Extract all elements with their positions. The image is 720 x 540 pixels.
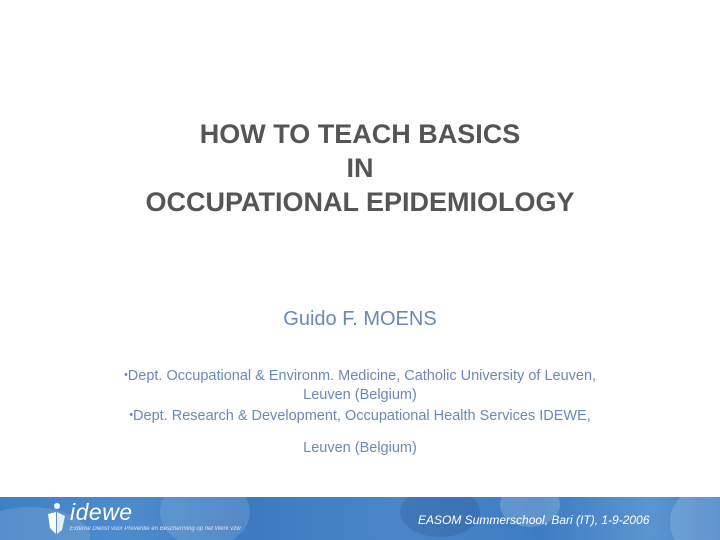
author-name: Guido F. MOENS bbox=[283, 308, 437, 330]
photo-texture bbox=[670, 497, 720, 540]
affiliation-2 bbox=[90, 406, 630, 458]
affiliation-2-line-1: Dept. Research & Development, Occupational Health Services IDEWE, bbox=[133, 408, 591, 424]
title-line-2: IN bbox=[346, 153, 374, 183]
affiliation-1 bbox=[90, 366, 630, 405]
footer-banner bbox=[0, 497, 720, 540]
logo-tagline: Externe Dienst voor Preventie en Bescherming op het Werk vzw bbox=[70, 526, 241, 532]
bullet-icon: • bbox=[129, 409, 134, 421]
affiliation-1-line-1: Dept. Occupational & Environm. Medicine, Catholic University of Leuven, bbox=[127, 368, 597, 384]
logo-wordmark: idewe bbox=[70, 499, 133, 525]
affiliation-1-line-2: Leuven (Belgium) bbox=[303, 387, 417, 403]
affiliation-2-line-2: Leuven (Belgium) bbox=[303, 440, 417, 456]
bullet-icon: • bbox=[123, 369, 128, 381]
event-caption: EASOM Summerschool, Bari (IT), 1-9-2006 bbox=[418, 513, 650, 527]
slide-title bbox=[0, 117, 720, 219]
idewe-logo bbox=[44, 500, 264, 538]
title-line-3: OCCUPATIONAL EPIDEMIOLOGY bbox=[145, 187, 575, 217]
idewe-logo-mark-icon bbox=[44, 502, 68, 536]
title-line-1: HOW TO TEACH BASICS bbox=[199, 119, 521, 149]
